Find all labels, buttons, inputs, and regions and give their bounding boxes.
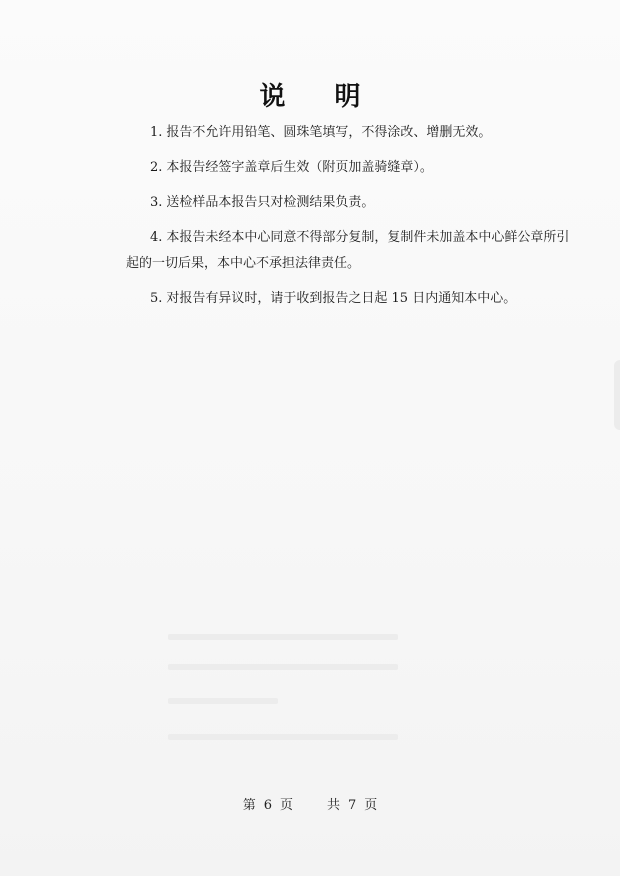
page-footer <box>0 794 620 813</box>
paper-edge-shadow <box>614 360 620 430</box>
note-item-5 <box>150 286 590 312</box>
note-number: 5. <box>150 291 163 306</box>
show-through-line <box>168 698 278 704</box>
show-through-line <box>168 634 398 640</box>
note-item-1 <box>150 120 590 146</box>
note-text: 对报告有异议时，请于收到报告之日起 15 日内通知本中心。 <box>166 291 517 306</box>
note-item-4 <box>126 225 590 277</box>
note-item-3 <box>150 190 590 216</box>
page-title: 说 明 <box>259 82 381 112</box>
note-text: 送检样品本报告只对检测结果负责。 <box>166 195 375 210</box>
note-item-2 <box>150 155 590 181</box>
note-text-continuation: 起的一切后果，本中心不承担法律责任。 <box>126 256 361 271</box>
page-unit: 页 <box>279 798 293 813</box>
note-number: 1. <box>150 125 163 140</box>
note-text: 报告不允许用铅笔、圆珠笔填写，不得涂改、增删无效。 <box>166 125 492 140</box>
total-pages: 7 <box>348 798 357 813</box>
total-prefix: 共 <box>327 798 341 813</box>
page-prefix: 第 <box>242 798 256 813</box>
page-number: 6 <box>263 798 272 813</box>
total-unit: 页 <box>364 798 378 813</box>
note-text: 本报告未经本中心同意不得部分复制，复制件未加盖本中心鲜公章所引 <box>166 230 570 245</box>
notes-list <box>126 120 590 321</box>
note-text: 本报告经签字盖章后生效（附页加盖骑缝章）。 <box>166 160 433 175</box>
show-through-line <box>168 734 398 740</box>
note-number: 4. <box>150 230 163 245</box>
note-number: 2. <box>150 160 163 175</box>
note-number: 3. <box>150 195 163 210</box>
show-through-line <box>168 664 398 670</box>
